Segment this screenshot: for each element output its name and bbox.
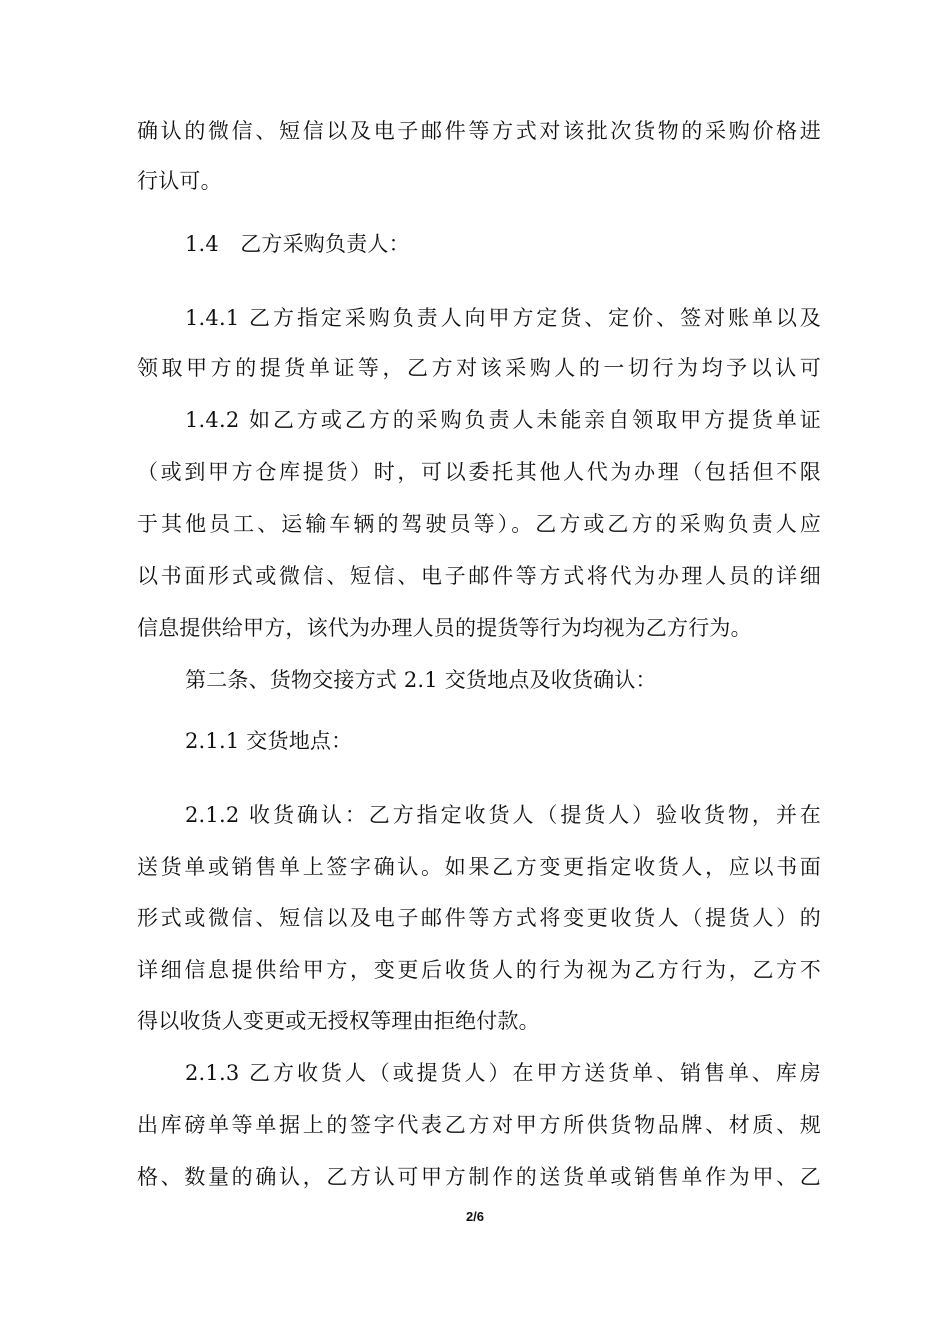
text-line: 详细信息提供给甲方，变更后收货人的行为视为乙方行为，乙方不 (137, 958, 821, 982)
text-line: 确认的微信、短信以及电子邮件等方式对该批次货物的采购价格进 (137, 119, 821, 143)
text-line: 送货单或销售单上签字确认。如果乙方变更指定收货人，应以书面 (137, 855, 821, 879)
text-line: 形式或微信、短信以及电子邮件等方式将变更收货人（提货人）的 (137, 906, 821, 930)
text-line: 于其他员工、运输车辆的驾驶员等）。乙方或乙方的采购负责人应 (137, 512, 821, 536)
text-line: 1.4.1 乙方指定采购负责人向甲方定货、定价、签对账单以及 (185, 306, 821, 330)
page-number: 2/6 (465, 1209, 485, 1224)
text-line: 2.1.3 乙方收货人（或提货人）在甲方送货单、销售单、库房 (185, 1061, 821, 1085)
text-line: 行认可。 (137, 169, 222, 193)
section-heading: 1.4 乙方采购负责人： (185, 232, 410, 256)
text-line: 领取甲方的提货单证等，乙方对该采购人的一切行为均予以认可 (137, 356, 821, 380)
section-heading: 第二条、货物交接方式 2.1 交货地点及收货确认： (185, 668, 657, 692)
text-line: 得以收货人变更或无授权等理由拒绝付款。 (137, 1009, 540, 1033)
text-line: 2.1.2 收货确认：乙方指定收货人（提货人）验收货物，并在 (185, 803, 821, 827)
text-line: （或到甲方仓库提货）时，可以委托其他人代为办理（包括但不限 (137, 460, 821, 484)
text-line: 出库磅单等单据上的签字代表乙方对甲方所供货物品牌、材质、规 (137, 1113, 821, 1137)
text-line: 格、数量的确认，乙方认可甲方制作的送货单或销售单作为甲、乙 (137, 1165, 821, 1189)
text-line: 以书面形式或微信、短信、电子邮件等方式将代为办理人员的详细 (137, 564, 821, 588)
text-line: 1.4.2 如乙方或乙方的采购负责人未能亲自领取甲方提货单证 (185, 408, 821, 432)
section-heading: 2.1.1 交货地点： (185, 729, 353, 753)
text-line: 信息提供给甲方，该代为办理人员的提货等行为均视为乙方行为。 (137, 616, 752, 640)
